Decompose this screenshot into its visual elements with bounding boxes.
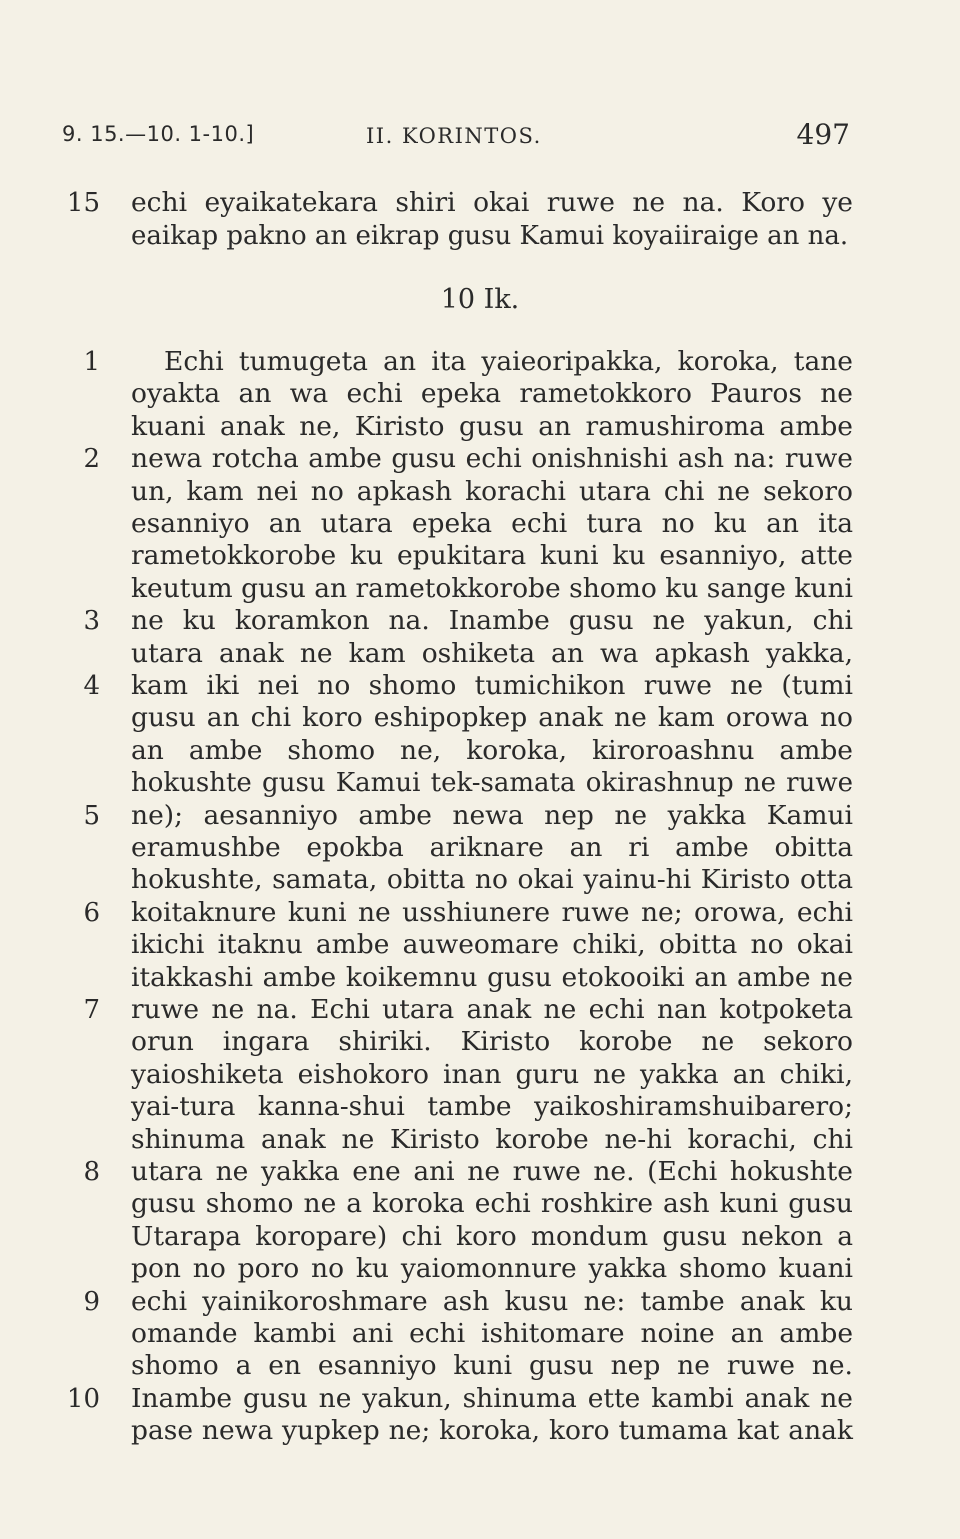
- text-line: [0, 540, 960, 572]
- text-line: [0, 735, 960, 767]
- page-number: 497: [796, 118, 850, 151]
- line-text: Inambe gusu ne yakun, shinuma ette kambi anak ne: [131, 1382, 853, 1414]
- verse-number: 6: [83, 897, 100, 928]
- line-text: ne ku koramkon na. Inambe gusu ne yakun, chi: [131, 605, 853, 637]
- text-line: [0, 800, 960, 832]
- line-text: utara anak ne kam oshiketa an wa apkash yakka,: [131, 637, 853, 669]
- line-text: omande kambi ani echi ishitomare noine an ambe: [131, 1318, 853, 1349]
- line-text: an ambe shomo ne, koroka, kiroroashnu ambe: [131, 734, 853, 766]
- text-line: [0, 670, 960, 702]
- text-line: [0, 1188, 960, 1220]
- text-line: [0, 1253, 960, 1285]
- line-text: yaioshiketa eishokoro inan guru ne yakka an chiki,: [131, 1058, 853, 1090]
- line-text: gusu shomo ne a koroka echi roshkire ash kuni gusu: [131, 1188, 853, 1220]
- verse-range-reference: 9. 15.—10. 1-10.]: [62, 122, 255, 146]
- line-text: echi yainikoroshmare ash kusu ne: tambe anak ku: [131, 1285, 853, 1317]
- line-text: yai-tura kanna-shui tambe yaikoshiramshuibarero;: [131, 1091, 853, 1123]
- text-line: [0, 378, 960, 410]
- text-line: [0, 994, 960, 1026]
- line-text: ruwe ne na. Echi utara anak ne echi nan kotpoketa: [131, 994, 853, 1025]
- line-text: pase newa yupkep ne; koroka, koro tumama kat anak: [131, 1415, 853, 1447]
- line-text: orun ingara shiriki. Kiristo korobe ne sekoro: [131, 1026, 853, 1058]
- text-line: [0, 864, 960, 896]
- text-line: [0, 929, 960, 961]
- line-text: Utarapa koropare) chi koro mondum gusu nekon a: [131, 1220, 853, 1252]
- text-line: [0, 1156, 960, 1188]
- line-text: eramushbe epokba ariknare an ri ambe obitta: [131, 832, 853, 863]
- line-text: koitaknure kuni ne usshiunere ruwe ne; orowa, echi: [131, 896, 853, 928]
- text-line: [0, 220, 960, 252]
- text-line: [0, 962, 960, 994]
- text-line: [0, 1350, 960, 1382]
- text-line: [0, 476, 960, 508]
- running-header: [62, 118, 850, 154]
- line-text: itakkashi ambe koikemnu gusu etokooiki an ambe ne: [131, 961, 853, 993]
- line-text: kuani anak ne, Kiristo gusu an ramushiroma ambe: [131, 410, 853, 442]
- text-line: [0, 411, 960, 443]
- line-text: pon no poro no ku yaiomonnure yakka shomo kuani: [131, 1253, 853, 1285]
- line-text: echi eyaikatekara shiri okai ruwe ne na. Koro ye: [131, 187, 853, 218]
- verse-number: 10: [66, 1383, 100, 1414]
- text-line: [0, 443, 960, 475]
- verse-number: 7: [83, 995, 100, 1025]
- verse-number: 2: [83, 444, 100, 475]
- line-text: shinuma anak ne Kiristo korobe ne-hi korachi, chi: [131, 1123, 853, 1155]
- line-text: un, kam nei no apkash korachi utara chi ne sekoro: [131, 475, 853, 507]
- line-text: newa rotcha ambe gusu echi onishnishi ash na: ruwe: [131, 443, 853, 475]
- text-line: [0, 1026, 960, 1058]
- text-line: [0, 605, 960, 637]
- chapter-heading: 10 Ik.: [440, 284, 520, 315]
- line-text: keutum gusu an rametokkorobe shomo ku sange kuni: [131, 572, 854, 604]
- line-text: hokushte, samata, obitta no okai yainu-hi Kiristo otta: [131, 864, 853, 896]
- line-text: ikichi itaknu ambe auweomare chiki, obitta no okai: [131, 929, 853, 961]
- verse-number: 5: [83, 800, 100, 831]
- verse-number: 8: [83, 1157, 100, 1187]
- verse-number: 1: [83, 347, 100, 377]
- line-text: ne); aesanniyo ambe newa nep ne yakka Kamui: [131, 799, 853, 831]
- text-line: [0, 638, 960, 670]
- text-line: [0, 767, 960, 799]
- text-line: [0, 1059, 960, 1091]
- text-line: [0, 1318, 960, 1350]
- line-text: rametokkorobe ku epukitara kuni ku esanniyo, atte: [131, 540, 853, 572]
- line-text: oyakta an wa echi epeka rametokkoro Pauros ne: [131, 378, 853, 410]
- text-line: [0, 897, 960, 929]
- text-line: [0, 1286, 960, 1318]
- text-line: [0, 1383, 960, 1415]
- text-line: [0, 508, 960, 540]
- verse-number: 9: [83, 1286, 100, 1317]
- text-line: [0, 346, 960, 378]
- verse-number: 4: [83, 671, 100, 701]
- text-line: [0, 573, 960, 605]
- text-line: [0, 1124, 960, 1156]
- text-line: [0, 1091, 960, 1123]
- line-text: gusu an chi koro eshipopkep anak ne kam orowa no: [131, 702, 853, 734]
- line-text: Echi tumugeta an ita yaieoripakka, koroka, tane: [164, 346, 853, 377]
- line-text: shomo a en esanniyo kuni gusu nep ne ruwe ne.: [131, 1350, 853, 1382]
- text-line: [0, 832, 960, 864]
- text-line: [0, 187, 960, 219]
- text-line: [0, 1221, 960, 1253]
- verse-number: 15: [66, 188, 100, 218]
- line-text: eaikap pakno an eikrap gusu Kamui koyaiiraige an na.: [131, 221, 849, 251]
- line-text: utara ne yakka ene ani ne ruwe ne. (Echi hokushte: [131, 1156, 853, 1187]
- text-line: [0, 702, 960, 734]
- text-line: [0, 1415, 960, 1447]
- verse-number: 3: [83, 606, 100, 637]
- book-title: II. KORINTOS.: [366, 124, 542, 148]
- line-text: hokushte gusu Kamui tek-samata okirashnup ne ruwe: [131, 768, 853, 799]
- line-text: kam iki nei no shomo tumichikon ruwe ne (tumi: [131, 670, 853, 701]
- line-text: esanniyo an utara epeka echi tura no ku an ita: [131, 508, 853, 539]
